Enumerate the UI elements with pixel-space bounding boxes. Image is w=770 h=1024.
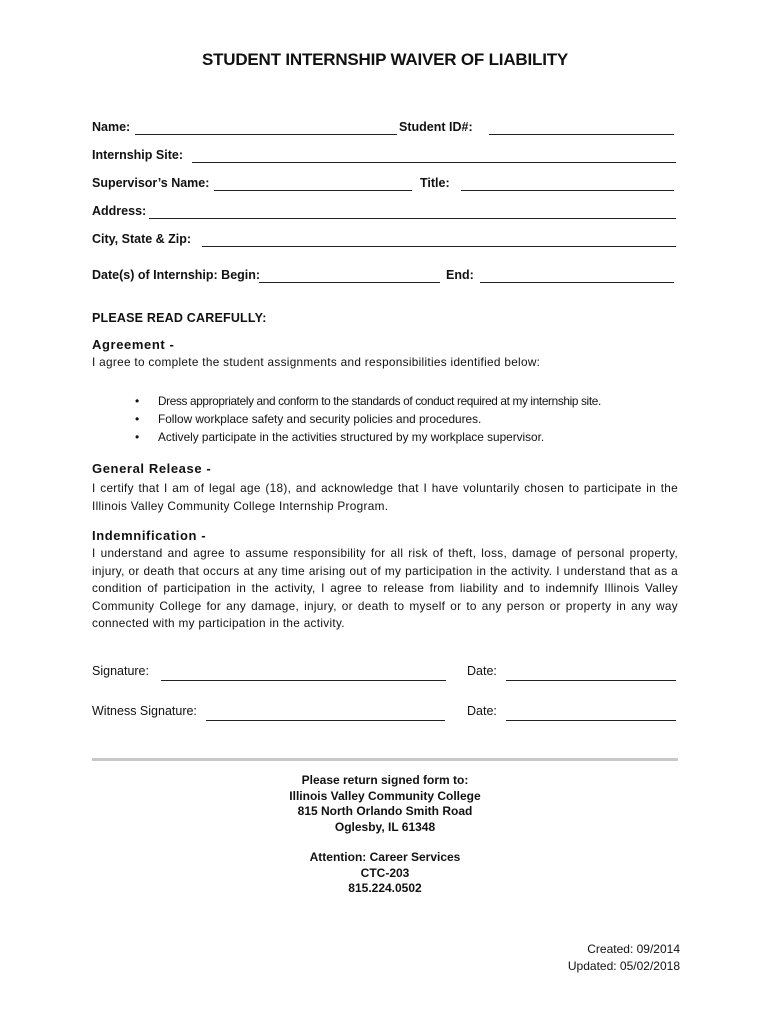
general-release-text: I certify that I am of legal age (18), and acknowledge that I have voluntarily chosen to participate in the Illinois Valley Community College Internship Program. [92, 481, 678, 513]
student-id-label: Student ID#: [399, 120, 473, 134]
internship-site-row [92, 148, 676, 166]
indemnification-heading: Indemnification - [92, 528, 207, 543]
bullet-text: Dress appropriately and conform to the standards of conduct required at my internship site. [158, 394, 601, 408]
city-state-zip-row [92, 232, 676, 250]
please-read-heading: PLEASE READ CAREFULLY: [92, 311, 267, 325]
witness-signature-label: Witness Signature: [92, 704, 197, 718]
signature-row [92, 664, 678, 684]
dates-begin-field[interactable] [261, 266, 442, 282]
section-divider [92, 758, 678, 761]
title-field[interactable] [463, 174, 676, 190]
room-number: CTC-203 [360, 865, 410, 880]
internship-dates-row [92, 268, 676, 286]
phone-number: 815.224.0502 [348, 881, 422, 895]
address-row [92, 204, 676, 222]
dates-begin-underline [259, 282, 440, 283]
title-label: Title: [420, 176, 450, 190]
address-underline [149, 218, 676, 219]
bullet-text: Actively participate in the activities structured by my workplace supervisor. [158, 430, 545, 444]
street-address: 815 North Orlando Smith Road [297, 804, 473, 818]
supervisor-name-label: Supervisor’s Name: [92, 176, 210, 190]
supervisor-name-underline [214, 190, 412, 191]
internship-site-field[interactable] [194, 146, 678, 162]
signature-date-label: Date: [467, 664, 497, 678]
revision-dates [568, 941, 680, 974]
witness-date-line[interactable] [506, 720, 676, 721]
signature-line[interactable] [161, 680, 446, 681]
witness-row [92, 704, 678, 724]
name-underline [135, 134, 397, 135]
student-id-field[interactable] [491, 118, 676, 134]
indemnification-text: I understand and agree to assume responsibility for all risk of theft, loss, damage of personal property, injury, or death that occurs at any time arising out of my participation in the activity. I understand that as a condition of participation in the activity, I agree to release from liability and to indemnify Illinois Valley Community College for any damage, injury, or death to myself or to any person or property in any way connected with my participation in the activity. [92, 546, 678, 630]
block-spacer [0, 835, 770, 850]
name-label: Name: [92, 120, 131, 134]
witness-signature-line[interactable] [206, 720, 445, 721]
created-date: Created: 09/2014 [587, 942, 680, 956]
attention-line: Attention: Career Services [309, 850, 461, 864]
bullet-item [135, 429, 601, 447]
dates-end-label: End: [446, 268, 474, 282]
title-underline [461, 190, 674, 191]
internship-site-label: Internship Site: [92, 148, 183, 162]
internship-site-underline [192, 162, 676, 163]
return-instruction: Please return signed form to: [301, 773, 469, 787]
name-row [92, 120, 676, 138]
updated-date: Updated: 05/02/2018 [567, 958, 680, 973]
bullet-text: Follow workplace safety and security policies and procedures. [158, 412, 482, 426]
signature-label: Signature: [92, 664, 149, 678]
dates-end-field[interactable] [482, 266, 676, 282]
city-state-zip-underline [202, 246, 676, 247]
supervisor-name-field[interactable] [216, 174, 414, 190]
city-state-zip-field[interactable] [204, 230, 678, 246]
page-title: STUDENT INTERNSHIP WAIVER OF LIABILITY [201, 50, 569, 69]
name-field[interactable] [137, 118, 399, 134]
dates-begin-label: Date(s) of Internship: Begin: [92, 268, 261, 282]
city-state-zip-label: City, State & Zip: [92, 232, 192, 246]
agreement-heading: Agreement - [92, 337, 175, 352]
address-field[interactable] [151, 202, 678, 218]
return-address-block [0, 773, 770, 897]
dates-end-underline [480, 282, 674, 283]
bullet-item [135, 411, 601, 429]
agreement-intro: I agree to complete the student assignments and responsibilities identified below: [92, 355, 541, 369]
address-label: Address: [92, 204, 147, 218]
general-release-heading: General Release - [92, 461, 212, 476]
city-state-zip: Oglesby, IL 61348 [334, 819, 436, 834]
bullet-item [135, 393, 601, 411]
student-id-underline [489, 134, 674, 135]
agreement-bullet-list [135, 393, 601, 447]
college-name: Illinois Valley Community College [289, 788, 481, 803]
signature-date-line[interactable] [506, 680, 676, 681]
supervisor-row [92, 176, 676, 194]
witness-date-label: Date: [467, 704, 497, 718]
